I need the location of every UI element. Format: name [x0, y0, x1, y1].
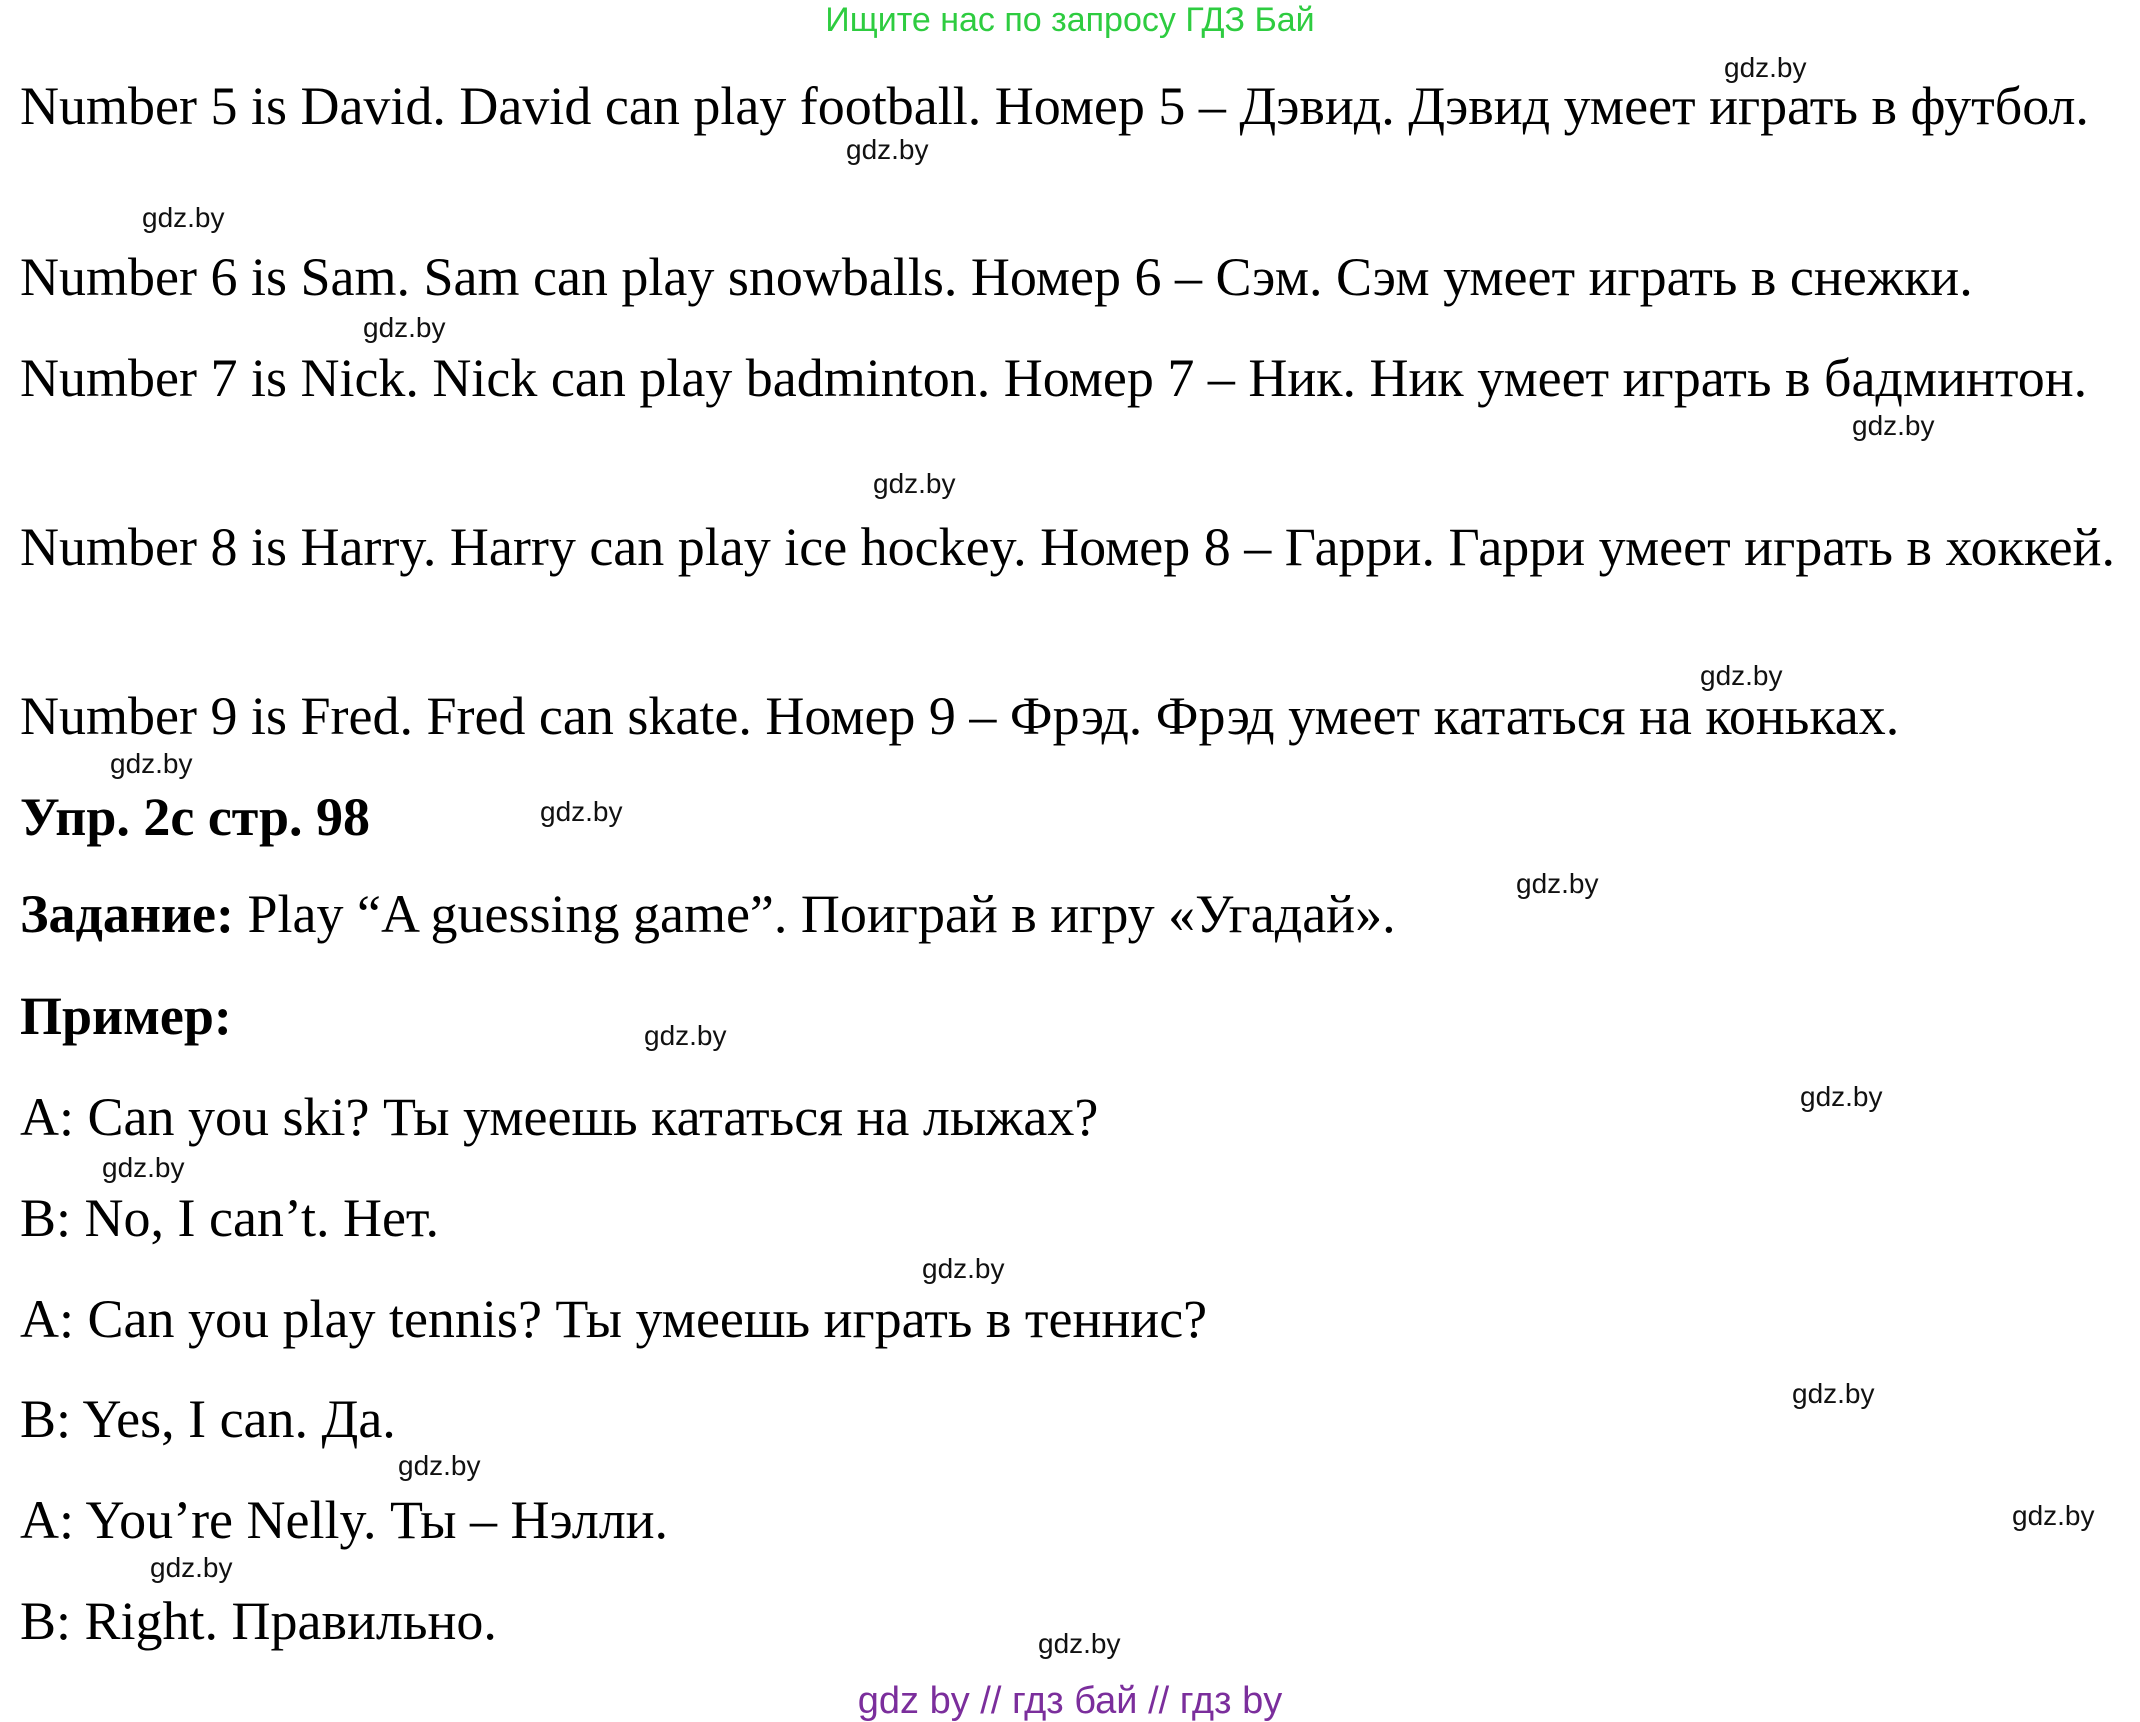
line-number-8: Number 8 is Harry. Harry can play ice hockey. Номер 8 – Гарри. Гарри умеет играть в хоккей.: [20, 517, 2115, 577]
task-label: Задание:: [20, 884, 234, 944]
bottom-banner: gdz by // гдз бай // гдз by: [857, 1680, 1283, 1722]
dialogue-line: A: You’re Nelly. Ты – Нэлли.: [20, 1490, 669, 1550]
watermark: gdz.by: [1800, 1081, 1883, 1112]
dialogue-line: B: Right. Правильно.: [20, 1591, 497, 1651]
watermark: gdz.by: [102, 1152, 185, 1183]
watermark: gdz.by: [363, 312, 446, 343]
watermark: gdz.by: [2012, 1500, 2095, 1531]
line-number-6: Number 6 is Sam. Sam can play snowballs. Номер 6 – Сэм. Сэм умеет играть в снежки.: [20, 247, 1973, 307]
example-label: Пример:: [20, 986, 232, 1046]
watermark: gdz.by: [873, 468, 956, 499]
task-line: [20, 880, 2130, 948]
line-number-7: Number 7 is Nick. Nick can play badminton. Номер 7 – Ник. Ник умеет играть в бадминтон.: [20, 348, 2088, 408]
exercise-heading: Упр. 2с стр. 98: [20, 787, 370, 847]
watermark: gdz.by: [540, 796, 623, 827]
watermark: gdz.by: [110, 748, 193, 779]
watermark: gdz.by: [1516, 868, 1599, 899]
dialogue-line: A: Can you play tennis? Ты умеешь играть в теннис?: [20, 1289, 1208, 1349]
dialogue-line: A: Can you ski? Ты умеешь кататься на лыжах?: [20, 1087, 1099, 1147]
dialogue-line: B: Yes, I can. Да.: [20, 1389, 396, 1449]
watermark: gdz.by: [1700, 660, 1783, 691]
line-number-5: Number 5 is David. David can play football. Номер 5 – Дэвид. Дэвид умеет играть в футбол.: [20, 76, 2089, 136]
watermark: gdz.by: [150, 1552, 233, 1583]
watermark: gdz.by: [398, 1450, 481, 1481]
watermark: gdz.by: [644, 1020, 727, 1051]
watermark: gdz.by: [1792, 1378, 1875, 1409]
task-text: Play “A guessing game”. Поиграй в игру «Угадай».: [234, 884, 1396, 944]
watermark: gdz.by: [142, 202, 225, 233]
watermark: gdz.by: [1724, 52, 1807, 83]
watermark: gdz.by: [1038, 1628, 1121, 1659]
watermark: gdz.by: [846, 134, 929, 165]
line-number-9: Number 9 is Fred. Fred can skate. Номер 9 – Фрэд. Фрэд умеет кататься на коньках.: [20, 686, 1900, 746]
watermark: gdz.by: [922, 1253, 1005, 1284]
dialogue-line: B: No, I can’t. Нет.: [20, 1188, 439, 1248]
watermark: gdz.by: [1852, 410, 1935, 441]
top-banner: Ищите нас по запросу ГДЗ Бай: [825, 1, 1315, 39]
